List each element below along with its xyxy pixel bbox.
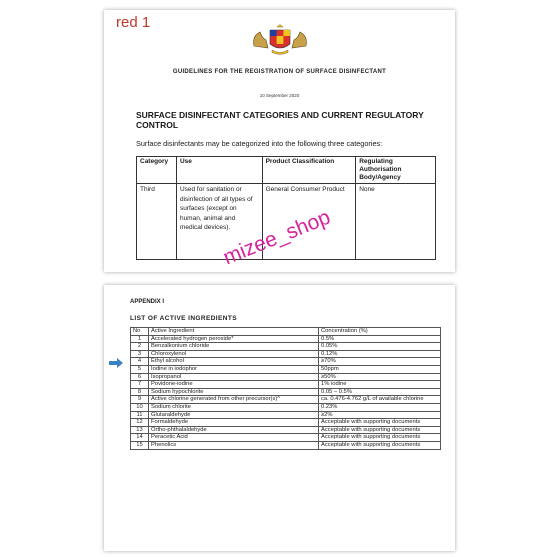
cell-no: 3 <box>131 350 149 358</box>
cell-ingredient: Glutaraldehyde <box>149 411 319 419</box>
col-header-classification: Product Classification <box>262 157 356 184</box>
ingredients-table <box>130 327 441 450</box>
cell-ingredient: Isopropanol <box>149 373 319 381</box>
col-header-no: No <box>131 328 149 336</box>
cell-concentration: ≥2% <box>319 411 441 419</box>
cell-concentration: 0.12% <box>319 350 441 358</box>
document-date: 10 September 2020 <box>259 93 300 98</box>
cell-concentration: Acceptable with supporting documents <box>319 441 441 449</box>
cell-no: 15 <box>131 441 149 449</box>
cell-classification: General Consumer Product <box>262 184 356 260</box>
cell-no: 11 <box>131 411 149 419</box>
cell-no: 9 <box>131 396 149 404</box>
cell-concentration: 0.05% <box>319 343 441 351</box>
col-header-category: Category <box>137 157 177 184</box>
cell-use: Used for sanitation or disinfection of all types of surfaces (except on human, animal and medical devices). <box>176 184 262 260</box>
cell-concentration: 0.5% <box>319 335 441 343</box>
table-row <box>131 403 441 411</box>
cell-concentration: Acceptable with supporting documents <box>319 434 441 442</box>
cell-ingredient: Active chlorine generated from other precursor(s)^ <box>149 396 319 404</box>
table-row <box>131 396 441 404</box>
cell-ingredient: Povidone-iodine <box>149 381 319 389</box>
cell-authority: None <box>356 184 436 260</box>
shop-watermark: mizee_shop <box>220 205 334 270</box>
cell-concentration: 1% iodine <box>319 381 441 389</box>
cell-ingredient: Phenolics <box>149 441 319 449</box>
appendix-label: APPENDIX I <box>130 299 165 305</box>
cell-ingredient: Sodium chlorite <box>149 403 319 411</box>
table-row <box>131 335 441 343</box>
cell-concentration: ≥70% <box>319 358 441 366</box>
arrow-right-icon <box>108 357 124 369</box>
cell-no: 14 <box>131 434 149 442</box>
red-label: red 1 <box>116 14 151 31</box>
cell-concentration: 0.05 – 0.5% <box>319 388 441 396</box>
coat-of-arms-icon <box>250 24 310 56</box>
document-title: GUIDELINES FOR THE REGISTRATION OF SURFACE DISINFECTANT <box>172 69 387 75</box>
cell-ingredient: Benzalkonium chloride <box>149 343 319 351</box>
cell-concentration: Acceptable with supporting documents <box>319 426 441 434</box>
cell-no: 10 <box>131 403 149 411</box>
cell-no: 4 <box>131 358 149 366</box>
cell-no: 13 <box>131 426 149 434</box>
col-header-ingredient: Active Ingredient <box>149 328 319 336</box>
section-intro: Surface disinfectants may be categorized into the following three categories: <box>136 139 383 148</box>
cell-no: 2 <box>131 343 149 351</box>
table-row <box>131 350 441 358</box>
cell-ingredient: Formaldehyde <box>149 419 319 427</box>
cell-ingredient: Peracetic Acid <box>149 434 319 442</box>
section-heading: SURFACE DISINFECTANT CATEGORIES AND CURRENT REGULATORY CONTROL <box>136 110 424 130</box>
table-row <box>131 381 441 389</box>
table-row <box>131 373 441 381</box>
cell-ingredient: Accelerated hydrogen peroxide* <box>149 335 319 343</box>
table-row <box>131 365 441 373</box>
table-row <box>131 434 441 442</box>
appendix-heading: LIST OF ACTIVE INGREDIENTS <box>130 315 237 322</box>
cell-no: 12 <box>131 419 149 427</box>
cell-no: 5 <box>131 365 149 373</box>
table-row <box>131 358 441 366</box>
table-row <box>131 411 441 419</box>
table-row <box>131 426 441 434</box>
col-header-authority: Regulating Authorisation Body/Agency <box>356 157 436 184</box>
table-row <box>131 343 441 351</box>
cell-ingredient: Chloroxylenol <box>149 350 319 358</box>
cell-concentration: Acceptable with supporting documents <box>319 419 441 427</box>
cell-no: 1 <box>131 335 149 343</box>
cell-concentration: ≥50% <box>319 373 441 381</box>
document-page-2 <box>104 285 455 551</box>
cell-ingredient: Ortho-phthalaldehyde <box>149 426 319 434</box>
table-row <box>131 441 441 449</box>
cell-concentration: 50ppm <box>319 365 441 373</box>
table-row <box>131 388 441 396</box>
cell-concentration: ca. 0.476-4.762 g/L of available chlorine <box>319 396 441 404</box>
cell-no: 6 <box>131 373 149 381</box>
cell-concentration: 0.23% <box>319 403 441 411</box>
col-header-use: Use <box>176 157 262 184</box>
table-row <box>131 419 441 427</box>
cell-no: 8 <box>131 388 149 396</box>
cell-ingredient: Sodium hypochlorite <box>149 388 319 396</box>
cell-category: Third <box>137 184 177 260</box>
cell-ingredient: Iodine in iodophor <box>149 365 319 373</box>
cell-no: 7 <box>131 381 149 389</box>
cell-ingredient: Ethyl alcohol <box>149 358 319 366</box>
col-header-concentration: Concentration (%) <box>319 328 441 336</box>
